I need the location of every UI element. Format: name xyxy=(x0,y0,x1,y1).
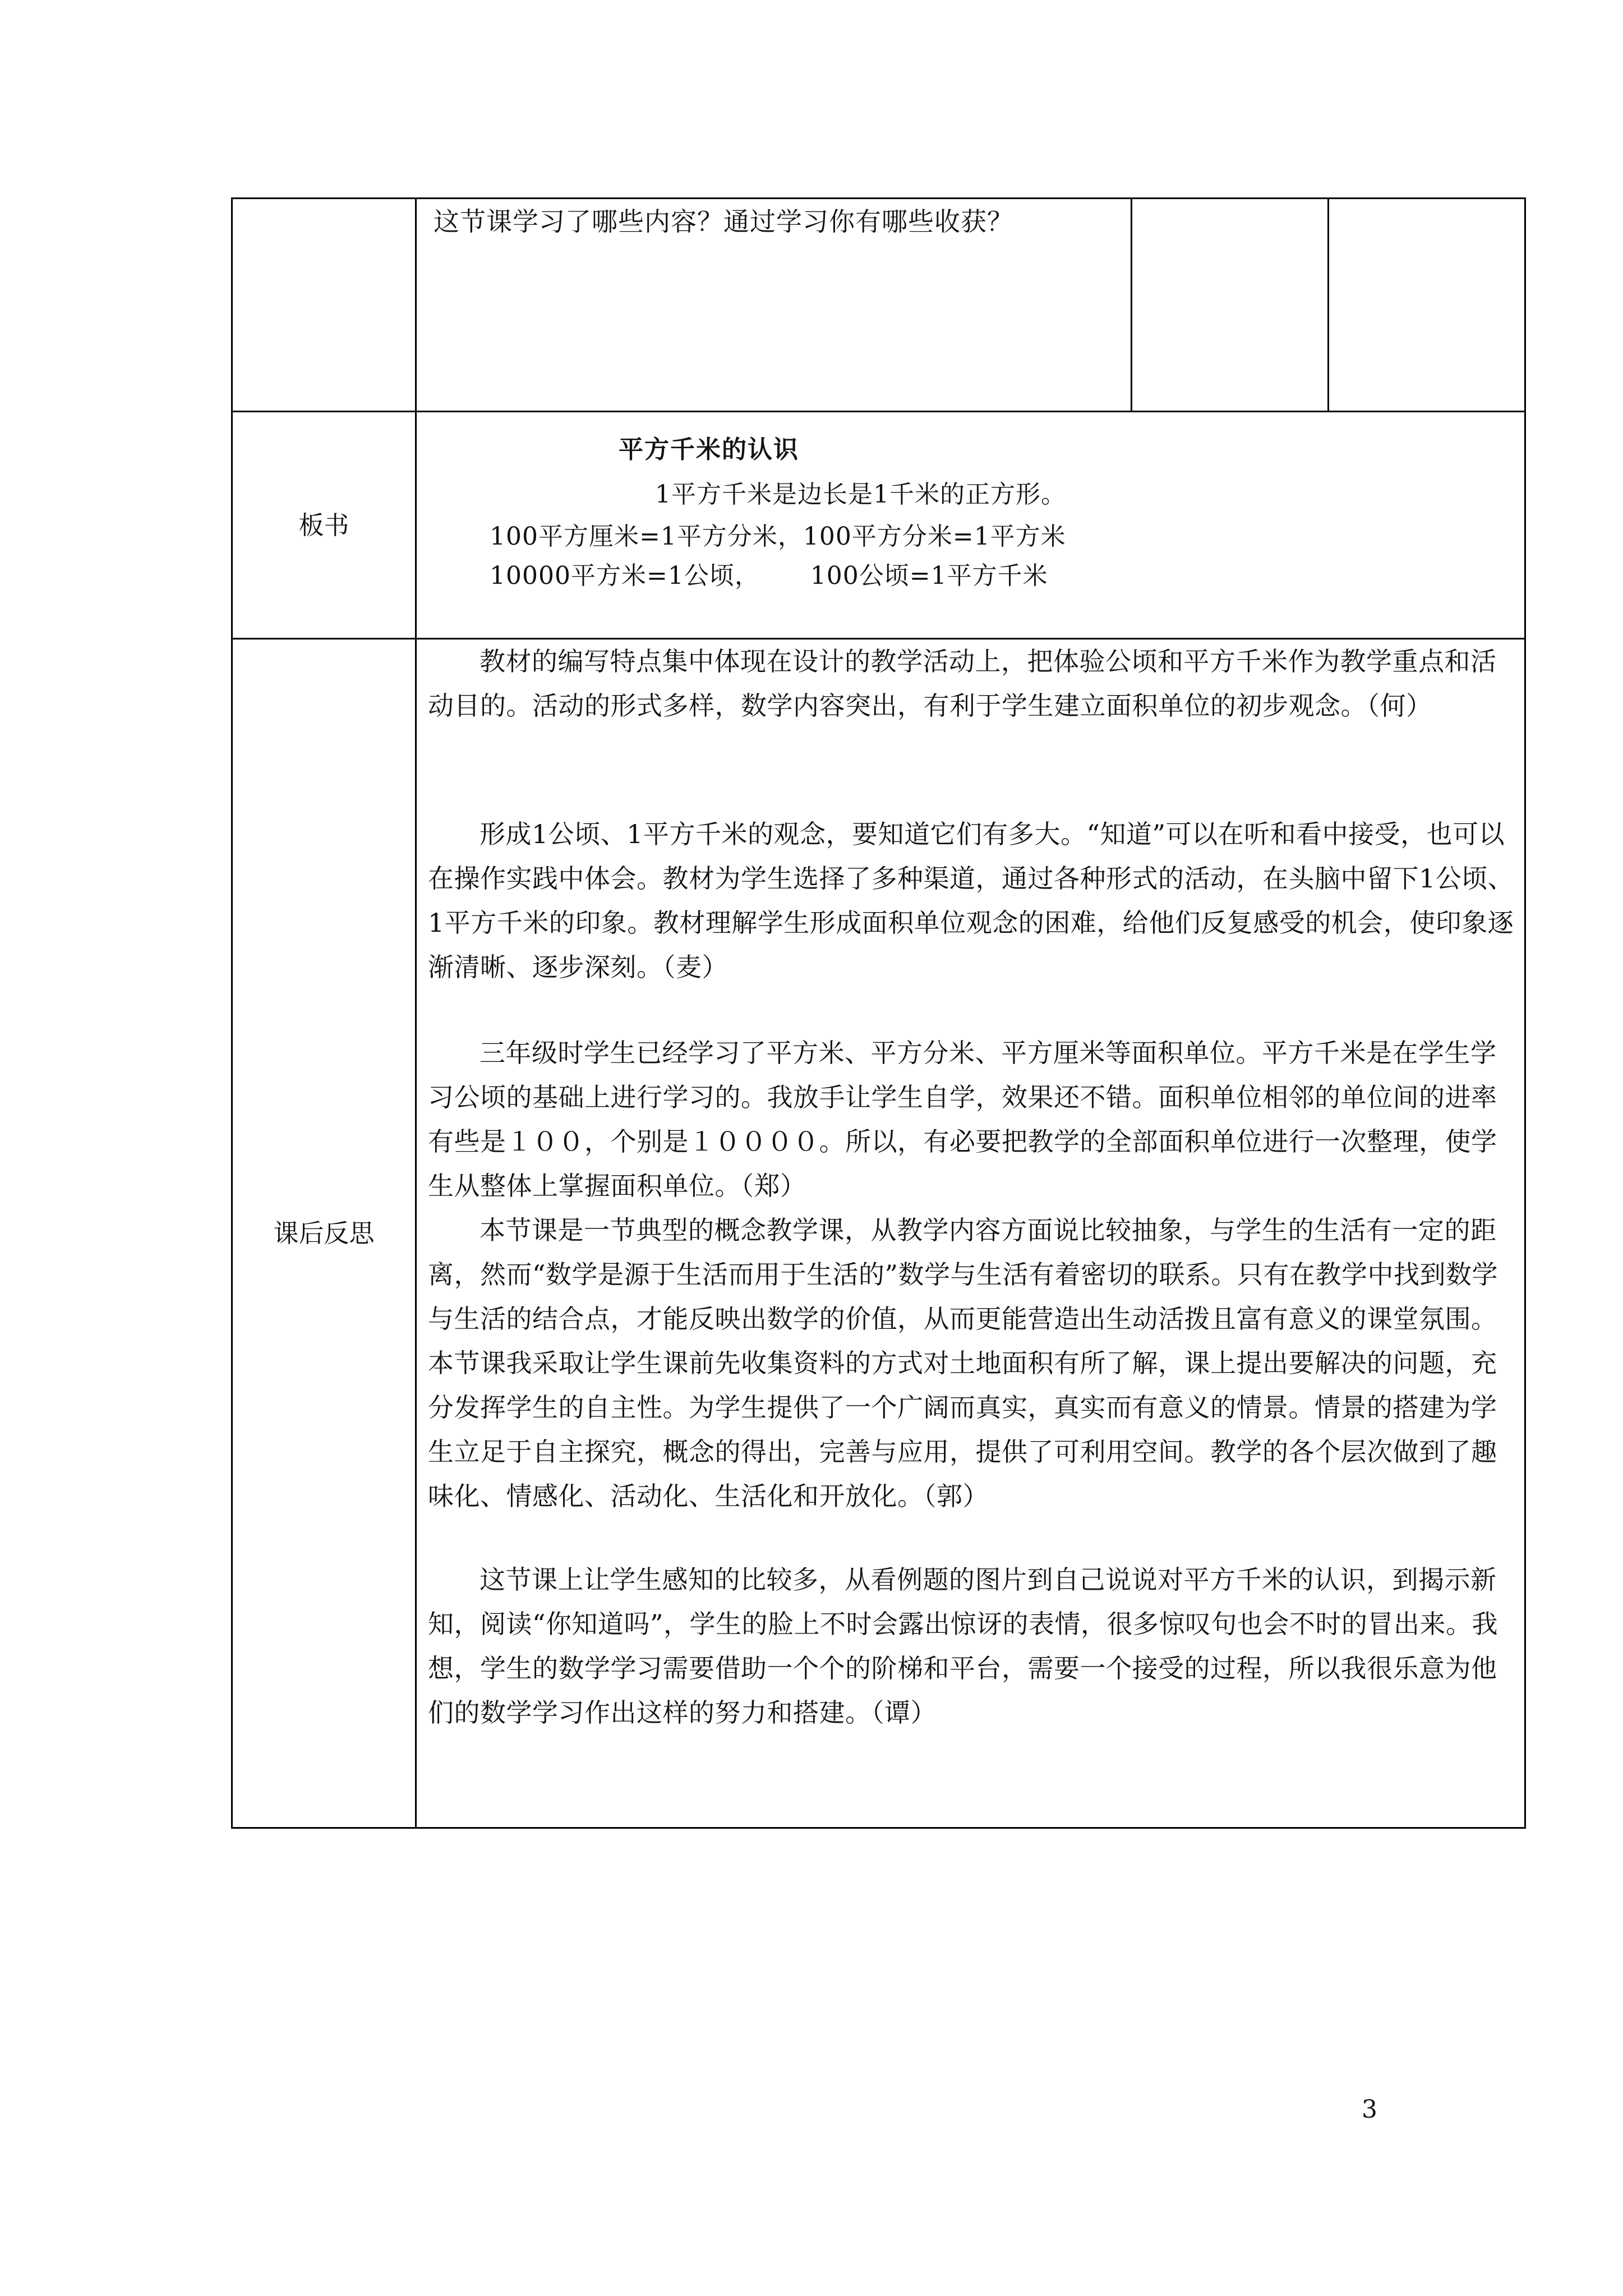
reflection-paragraph-he: 教材的编写特点集中体现在设计的教学活动上，把体验公顷和平方千米作为教学重点和活动目的。活动的形式多样，数学内容突出，有利于学生建立面积单位的初步观念。（何） xyxy=(428,646,1497,721)
reflection-paragraph-zheng: 三年级时学生已经学习了平方米、平方分米、平方厘米等面积单位。平方千米是在学生学习公顷的基础上进行学习的。我放手让学生自学，效果还不错。面积单位相邻的单位间的进率有些是１００，个别是１００００。所以，有必要把教学的全部面积单位进行一次整理，使学生从整体上掌握面积单位。（郑） xyxy=(428,1038,1497,1201)
reflection-content-cell xyxy=(416,639,1525,1828)
board-row xyxy=(232,412,1525,639)
board-line-definition: 1平方千米是边长是1千米的正方形。 xyxy=(655,480,1066,509)
reflection-row xyxy=(232,639,1525,1828)
summary-empty-cell-1 xyxy=(1132,199,1329,412)
summary-row xyxy=(232,199,1525,412)
reflection-paragraph-tan: 这节课上让学生感知的比较多，从看例题的图片到自己说说对平方千米的认识，到揭示新知，阅读“你知道吗”，学生的脸上不时会露出惊讶的表情，很多惊叹句也会不时的冒出来。我想，学生的数学学习需要借助一个个的阶梯和平台，需要一个接受的过程，所以我很乐意为他们的数学学习作出这样的努力和搭建。（谭） xyxy=(428,1565,1498,1728)
board-line-conversions-1: 100平方厘米=1平方分米，100平方分米=1平方米 xyxy=(490,522,1066,551)
blackboard-notes xyxy=(417,412,1524,638)
summary-content-cell xyxy=(416,199,1132,412)
reflection-label: 课后反思 xyxy=(232,639,416,1828)
summary-label-cell xyxy=(232,199,416,412)
reflection-paragraph-mai: 形成1公顷、1平方千米的观念，要知道它们有多大。“知道”可以在听和看中接受，也可以在操作实践中体会。教材为学生选择了多种渠道，通过各种形式的活动，在头脑中留下1公顷、1平方千米的印象。教材理解学生形成面积单位观念的困难，给他们反复感受的机会，使印象逐渐清晰、逐步深刻。（麦） xyxy=(428,819,1514,982)
reflection-text xyxy=(417,639,1524,1735)
page-number: 3 xyxy=(1362,2095,1377,2124)
board-line-conversions-2: 10000平方米=1公顷， 100公顷=1平方千米 xyxy=(490,562,1048,590)
board-title: 平方千米的认识 xyxy=(619,435,799,464)
summary-empty-cell-2 xyxy=(1329,199,1525,412)
board-content-cell xyxy=(416,412,1525,639)
summary-question-text: 这节课学习了哪些内容？通过学习你有哪些收获？ xyxy=(434,206,1013,237)
reflection-paragraph-guo: 本节课是一节典型的概念教学课，从教学内容方面说比较抽象，与学生的生活有一定的距离，然而“数学是源于生活而用于生活的”数学与生活有着密切的联系。只有在教学中找到数学与生活的结合点，才能反映出数学的价值，从而更能营造出生动活拨且富有意义的课堂氛围。本节课我采取让学生课前先收集资料的方式对土地面积有所了解，课上提出要解决的问题，充分发挥学生的自主性。为学生提供了一个广阔而真实，真实而有意义的情景。情景的搭建为学生立足于自主探究，概念的得出，完善与应用，提供了可利用空间。教学的各个层次做到了趣味化、情感化、活动化、生活化和开放化。（郭） xyxy=(428,1215,1498,1511)
lesson-plan-table xyxy=(231,197,1526,1829)
board-label: 板书 xyxy=(232,412,416,639)
